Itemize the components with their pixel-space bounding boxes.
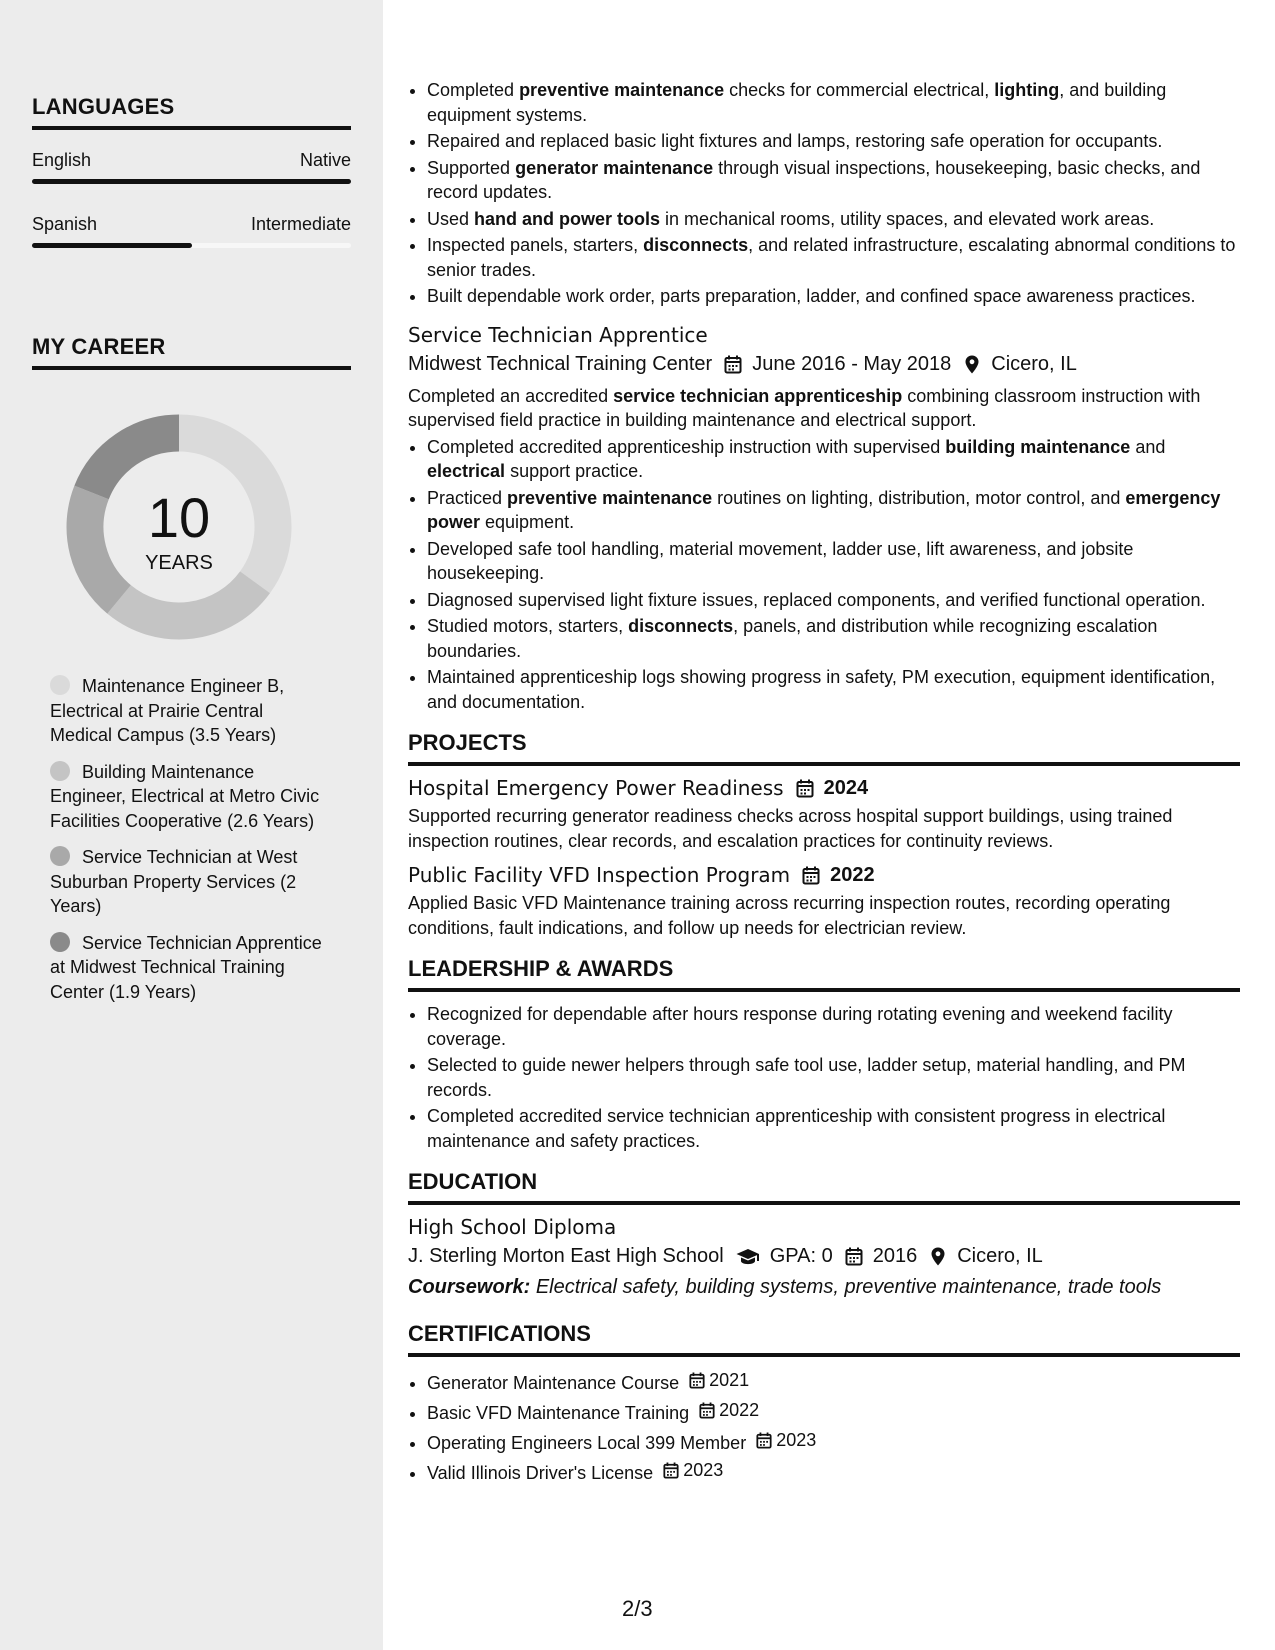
text-run: Maintained apprenticeship logs showing progress in safety, PM execution, equipment identification, and documentation. (427, 667, 1216, 712)
project-description: Supported recurring generator readiness checks across hospital support buildings, using trained inspection routines, clear records, and escalation practices for continuity reviews. (408, 806, 1173, 851)
keyword-highlight: building maintenance (945, 436, 1131, 457)
education-meta (408, 1245, 1240, 1268)
language-proficiency-bar (32, 243, 351, 248)
bullet-item (427, 588, 1240, 613)
text-run: through visual inspections, housekeeping, basic checks, and record updates. (427, 157, 1201, 202)
certifications-list (408, 1367, 1240, 1487)
calendar-icon (802, 866, 820, 885)
project-title: Hospital Emergency Power Readiness (408, 776, 784, 800)
keyword-highlight: hand and power tools (474, 208, 661, 229)
certification-name: Generator Maintenance Course (427, 1373, 680, 1393)
keyword-highlight: emergency power (427, 487, 1221, 532)
job-dates: June 2016 - May 2018 (752, 352, 952, 375)
text-run: Built dependable work order, parts preparation, ladder, and confined space awareness practices. (427, 286, 1196, 306)
language-proficiency-fill (32, 179, 351, 184)
certification-year: 2023 (776, 1430, 817, 1450)
education-school: J. Sterling Morton East High School (408, 1245, 724, 1267)
education-degree: High School Diploma (408, 1215, 617, 1239)
project-item (408, 863, 1240, 940)
certification-name: Basic VFD Maintenance Training (427, 1403, 690, 1423)
certification-year: 2021 (709, 1370, 750, 1390)
keyword-highlight: preventive maintenance (519, 80, 725, 100)
career-section (32, 334, 351, 370)
education-coursework (408, 1276, 1240, 1299)
career-total-number: 10 (147, 485, 211, 549)
job-company: Midwest Technical Training Center (408, 352, 713, 375)
calendar-icon (689, 1372, 705, 1389)
text-run: Repaired and replaced basic light fixtures and lamps, restoring safe operation for occupants. (427, 131, 1163, 151)
text-run: checks for commercial electrical, (724, 80, 995, 100)
award-item: • Completed accredited service technician apprenticeship with consistent progress in electrical maintenance and safety practices. (427, 1104, 1240, 1153)
certification-item (427, 1457, 1240, 1487)
career-legend-label: Service Technician Apprentice at Midwest Technical Training Center (1.9 Years) (50, 932, 322, 1002)
page-number: 2/3 (622, 1596, 653, 1621)
text-run: , panels, and distribution while recognizing escalation boundaries. (427, 616, 1158, 661)
text-run: Used (427, 208, 475, 229)
job-meta (408, 353, 1240, 376)
text-run: Completed accredited apprenticeship instruction with supervised (427, 436, 946, 457)
keyword-highlight: lighting (994, 80, 1060, 100)
legend-dot (50, 761, 70, 781)
bullet-item (427, 78, 1240, 127)
certification-name: Operating Engineers Local 399 Member (427, 1433, 747, 1453)
career-legend (50, 674, 330, 1016)
text-run: Practiced (427, 487, 508, 508)
certification-name: Valid Illinois Driver's License (427, 1463, 654, 1483)
career-legend-item (50, 674, 330, 748)
text-run: equipment. (480, 512, 575, 532)
text-run: Inspected panels, starters, (427, 235, 644, 255)
keyword-highlight: service technician apprenticeship (613, 385, 903, 406)
bullet-item (427, 156, 1240, 205)
calendar-icon (663, 1462, 679, 1479)
calendar-icon (724, 355, 742, 374)
project-year: 2024 (823, 776, 869, 799)
graduation-cap-icon (736, 1247, 760, 1266)
certification-item (427, 1367, 1240, 1397)
project-item (408, 776, 1240, 853)
bullet-item (427, 614, 1240, 663)
text-run: in mechanical rooms, utility spaces, and elevated work areas. (660, 208, 1155, 229)
sidebar (0, 0, 383, 1650)
legend-dot (50, 675, 70, 695)
text-run: , and related infrastructure, escalating abnormal conditions to senior trades. (427, 235, 1236, 280)
projects-heading: PROJECTS (408, 730, 1240, 766)
text-run: Studied motors, starters, (427, 616, 629, 636)
legend-dot (50, 932, 70, 952)
job-entry (408, 323, 1240, 715)
bullet-item (427, 537, 1240, 586)
bullet-item (427, 486, 1240, 535)
bullet-item (427, 435, 1240, 484)
languages-section (32, 94, 351, 248)
certification-item (427, 1427, 1240, 1457)
bullet-item (427, 665, 1240, 714)
text-run: combining classroom instruction with supervised field practice in building maintenance and electrical support. (408, 385, 1201, 430)
education-heading: EDUCATION (408, 1169, 1240, 1205)
keyword-highlight: disconnects (643, 235, 749, 255)
career-heading: MY CAREER (32, 334, 351, 370)
certification-item (427, 1397, 1240, 1427)
education-location: Cicero, IL (957, 1245, 1043, 1267)
text-run: Supported (427, 157, 516, 178)
career-legend-item (50, 760, 330, 834)
certification-year: 2023 (683, 1460, 724, 1480)
text-run: support practice. (505, 461, 644, 481)
language-level: Native (299, 150, 351, 170)
career-legend-label: Building Maintenance Engineer, Electrical at Metro Civic Facilities Cooperative (2.6 Years) (50, 761, 320, 831)
career-legend-label: Service Technician at West Suburban Property Services (2 Years) (50, 847, 298, 916)
text-run: Developed safe tool handling, material movement, ladder use, lift awareness, and jobsite housekeeping. (427, 538, 1134, 583)
career-legend-item (50, 845, 330, 919)
keyword-highlight: preventive maintenance (507, 487, 713, 508)
certifications-heading: CERTIFICATIONS (408, 1321, 1240, 1357)
text-run: and (1130, 436, 1166, 457)
map-pin-icon (929, 1247, 947, 1266)
calendar-icon (756, 1432, 772, 1449)
job-bullets (408, 435, 1240, 715)
awards-heading: LEADERSHIP & AWARDS (408, 956, 1240, 992)
calendar-icon (699, 1402, 715, 1419)
bullet-item (427, 233, 1240, 282)
languages-heading: LANGUAGES (32, 94, 351, 130)
project-description: Applied Basic VFD Maintenance training across recurring inspection routes, recording operating conditions, fault indications, and follow up needs for electrician review. (408, 893, 1171, 938)
job-location: Cicero, IL (991, 352, 1077, 375)
language-item (32, 214, 351, 248)
keyword-highlight: electrical (427, 461, 506, 481)
language-proficiency-bar (32, 179, 351, 184)
coursework-text: Electrical safety, building systems, preventive maintenance, trade tools (535, 1276, 1162, 1298)
text-run: Completed (427, 80, 520, 100)
language-proficiency-fill (32, 243, 192, 248)
text-run: routines on lighting, distribution, motor control, and (712, 487, 1126, 508)
legend-dot (50, 846, 70, 866)
career-total-unit: YEARS (145, 551, 213, 574)
keyword-highlight: generator maintenance (515, 157, 714, 178)
map-pin-icon (963, 355, 981, 374)
text-run: Diagnosed supervised light fixture issues, replaced components, and verified functional operation. (427, 589, 1206, 610)
award-item: • Recognized for dependable after hours response during rotating evening and weekend facility coverage. (427, 1002, 1240, 1051)
bullet-item (427, 129, 1240, 154)
career-legend-item (50, 931, 330, 1005)
keyword-highlight: disconnects (628, 616, 734, 636)
language-level: Intermediate (250, 214, 351, 234)
bullet-item (427, 207, 1240, 232)
project-title: Public Facility VFD Inspection Program (408, 863, 791, 887)
bullet-item (427, 284, 1240, 309)
certification-year: 2022 (719, 1400, 760, 1420)
main-content (408, 78, 1240, 1487)
job-title: Service Technician Apprentice (408, 322, 708, 347)
language-name: Spanish (32, 214, 98, 234)
language-item (32, 150, 351, 184)
awards-list (408, 1002, 1240, 1153)
calendar-icon (796, 779, 814, 798)
education-year: 2016 (872, 1245, 918, 1267)
job-summary (408, 384, 1240, 433)
career-total (66, 414, 292, 640)
education-entry (408, 1215, 1240, 1299)
career-legend-label: Maintenance Engineer B, Electrical at Prairie Central Medical Campus (3.5 Years) (50, 676, 285, 745)
calendar-icon (845, 1247, 863, 1266)
coursework-label: Coursework: (408, 1276, 531, 1298)
award-item: • Selected to guide newer helpers through safe tool use, ladder setup, material handling, and PM records. (427, 1053, 1240, 1102)
text-run: , and building equipment systems. (427, 80, 1167, 125)
education-gpa: GPA: 0 (769, 1245, 833, 1267)
text-run: Completed an accredited (408, 385, 614, 406)
career-donut-chart (66, 414, 292, 640)
previous-job-bullets (408, 78, 1240, 309)
language-name: English (32, 150, 92, 170)
project-year: 2022 (830, 863, 875, 886)
